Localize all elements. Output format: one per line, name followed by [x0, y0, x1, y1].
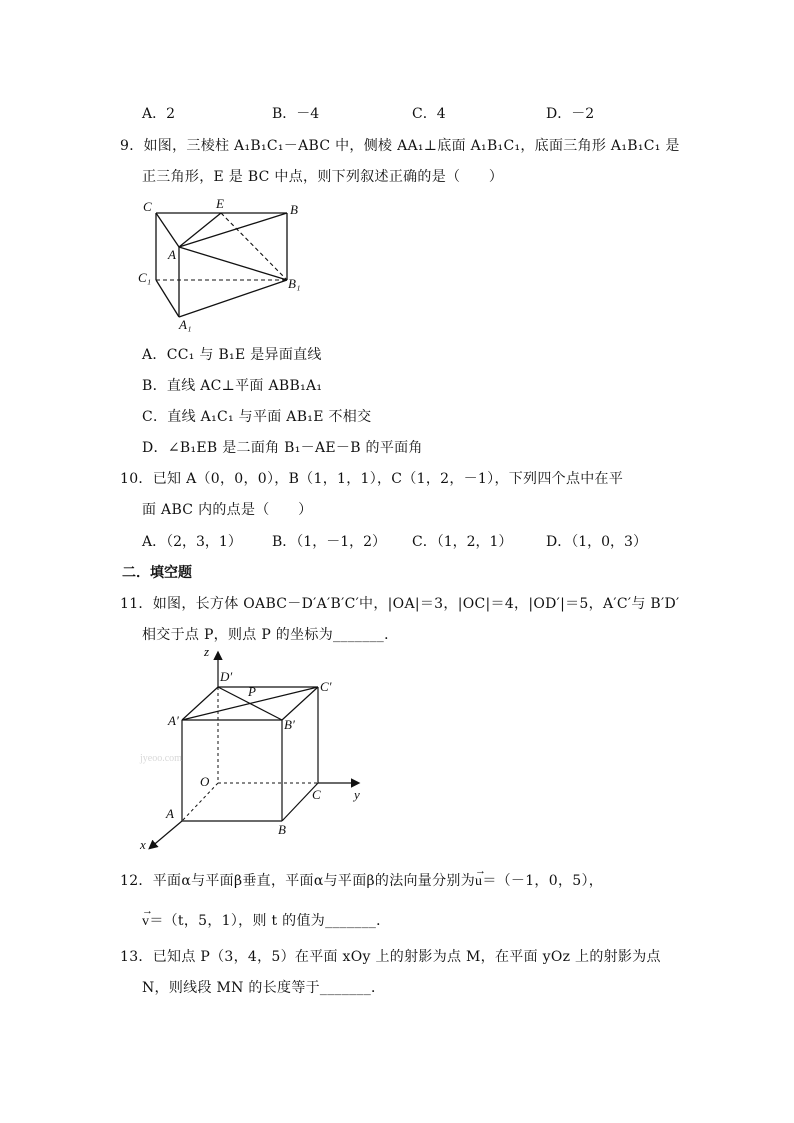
q9-option-d: D．∠B₁EB 是二面角 B₁－AE－B 的平面角 — [142, 440, 423, 456]
vector-arrow-icon: → — [475, 865, 487, 877]
q9-label-e: E — [216, 196, 224, 211]
q12-v-symbol: v — [142, 914, 150, 929]
q10-option-d: D．（1，0，3） — [546, 534, 647, 550]
q11-label-d1: D′ — [220, 669, 233, 684]
q8-option-c: C．4 — [412, 106, 446, 122]
q11-label-a1: A′ — [168, 713, 179, 728]
q11-label-b: B — [278, 822, 286, 837]
q8-option-d: D．－2 — [546, 106, 595, 122]
q12-vector-u — [475, 865, 487, 889]
q11-label-x: x — [140, 837, 146, 852]
section-title-fill-in: 二．填空题 — [122, 565, 192, 581]
q11-stem-line1: 11．如图，长方体 OABC－D′A′B′C′中，|OA|＝3，|OC|＝4，|OD′|＝5，A′C′与 B′D′ — [120, 596, 680, 612]
q9-label-c: C — [143, 199, 152, 214]
q10-option-b: B．（1，－1，2） — [272, 534, 387, 550]
q9-option-c: C．直线 A₁C₁ 与平面 AB₁E 不相交 — [142, 409, 372, 425]
q9-label-a1: A₁ — [179, 317, 192, 332]
q11-stem-line2: 相交于点 P，则点 P 的坐标为_______． — [142, 627, 399, 643]
q12-u-symbol: u — [475, 874, 483, 889]
q11-cuboid-figure — [136, 645, 376, 855]
q11-label-o: O — [200, 774, 210, 789]
q9-prism-figure — [130, 192, 320, 337]
q10-stem-line2: 面 ABC 内的点是（ ） — [142, 502, 313, 518]
q12-text-b: ＝（－1，0，5）， — [482, 873, 604, 889]
q13-stem-line2: N，则线段 MN 的长度等于_______． — [142, 980, 386, 996]
q13-stem-line1: 13．已知点 P（3，4，5）在平面 xOy 上的射影为点 M，在平面 yOz 上的射影为点 — [120, 949, 661, 965]
q10-option-c: C．（1，2，1） — [412, 534, 513, 550]
q11-watermark: jyeoo.com — [140, 753, 182, 764]
q12-stem-line1 — [120, 865, 604, 890]
q11-label-c: C — [312, 787, 321, 802]
q10-stem-line1: 10．已知 A（0，0，0），B（1，1，1），C（1，2，－1），下列四个点中在平 — [120, 471, 624, 487]
q8-option-a: A．2 — [142, 106, 176, 122]
q9-stem-line1: 9．如图，三棱柱 A₁B₁C₁－ABC 中，侧棱 AA₁⊥底面 A₁B₁C₁，底面三角形 A₁B₁C₁ 是 — [120, 138, 680, 154]
q11-label-a: A — [166, 806, 174, 821]
q12-stem-line2 — [142, 905, 391, 930]
q11-label-z: z — [204, 645, 210, 659]
q9-option-a: A．CC₁ 与 B₁E 是异面直线 — [142, 347, 322, 363]
q11-label-b1: B′ — [284, 717, 295, 732]
q9-stem-line2: 正三角形，E 是 BC 中点，则下列叙述正确的是（ ） — [142, 169, 504, 185]
q12-vector-v — [142, 905, 154, 929]
q9-label-b: B — [290, 202, 298, 217]
q12-text-c: ＝（t，5，1），则 t 的值为_______． — [149, 913, 391, 929]
q8-option-b: B．－4 — [272, 106, 320, 122]
q11-label-y: y — [354, 787, 360, 802]
q9-label-c1: C₁ — [138, 270, 152, 285]
q11-label-p: P — [248, 684, 256, 699]
q11-label-c1: C′ — [320, 679, 332, 694]
q12-text-a: 12．平面α与平面β垂直，平面α与平面β的法向量分别为 — [120, 873, 476, 889]
q9-option-b: B．直线 AC⊥平面 ABB₁A₁ — [142, 378, 323, 394]
vector-arrow-icon: → — [142, 905, 154, 917]
q10-option-a: A．（2，3，1） — [142, 534, 242, 550]
q9-label-b1: B₁ — [288, 276, 301, 291]
q9-label-a: A — [168, 247, 176, 262]
